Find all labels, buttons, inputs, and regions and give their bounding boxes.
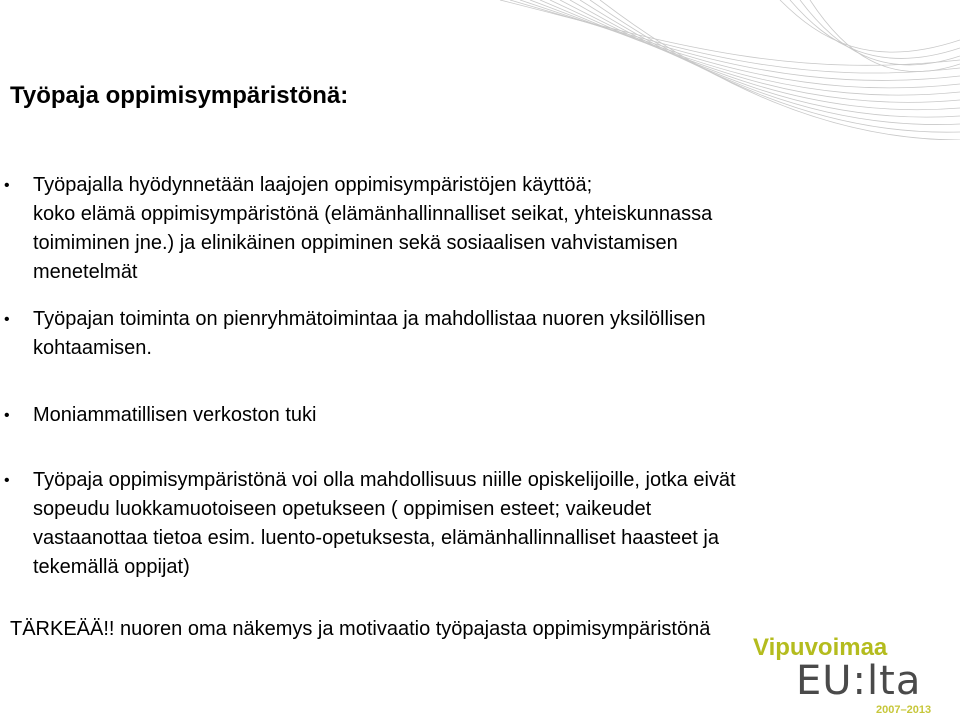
logo-years: 2007–2013 bbox=[876, 704, 932, 716]
bullet-line: Työpajan toiminta on pienryhmätoimintaa ja mahdollistaa nuoren yksilöllisen bbox=[33, 308, 706, 330]
bullet-line: tekemällä oppijat) bbox=[33, 556, 190, 578]
important-note: TÄRKEÄÄ!! nuoren oma näkemys ja motivaatio työpajasta oppimisympäristönä bbox=[10, 618, 711, 640]
bullet-dot-icon: • bbox=[4, 407, 10, 424]
slide-title: Työpaja oppimisympäristönä: bbox=[10, 82, 349, 109]
bullet-list bbox=[0, 171, 940, 582]
bullet-line: menetelmät bbox=[33, 261, 138, 283]
bullet-line: Työpajalla hyödynnetään laajojen oppimisympäristöjen käyttöä; bbox=[33, 174, 593, 196]
logo-main-text: EU:lta bbox=[796, 658, 922, 704]
logo-top-text: Vipuvoimaa bbox=[753, 634, 888, 661]
bullet-line: toimiminen jne.) ja elinikäinen oppiminen sekä sosiaalisen vahvistamisen bbox=[33, 232, 678, 254]
vipuvoimaa-logo bbox=[750, 632, 950, 716]
bullet-line: Moniammatillisen verkoston tuki bbox=[33, 404, 317, 426]
bullet-line: vastaanottaa tietoa esim. luento-opetuksesta, elämänhallinnalliset haasteet ja bbox=[33, 527, 719, 549]
bullet-item bbox=[0, 401, 940, 430]
bullet-dot-icon: • bbox=[4, 177, 10, 194]
bullet-item bbox=[0, 305, 940, 363]
bullet-line: Työpaja oppimisympäristönä voi olla mahdollisuus niille opiskelijoille, jotka eivät bbox=[33, 469, 736, 491]
bullet-dot-icon: • bbox=[4, 311, 10, 328]
bullet-item bbox=[0, 171, 940, 287]
decorative-swirl-graphic bbox=[400, 0, 960, 140]
bullet-line: koko elämä oppimisympäristönä (elämänhallinnalliset seikat, yhteiskunnassa bbox=[33, 203, 713, 225]
bullet-item bbox=[0, 466, 940, 582]
bullet-line: sopeudu luokkamuotoiseen opetukseen ( oppimisen esteet; vaikeudet bbox=[33, 498, 652, 520]
bullet-line: kohtaamisen. bbox=[33, 337, 152, 359]
bullet-dot-icon: • bbox=[4, 472, 10, 489]
